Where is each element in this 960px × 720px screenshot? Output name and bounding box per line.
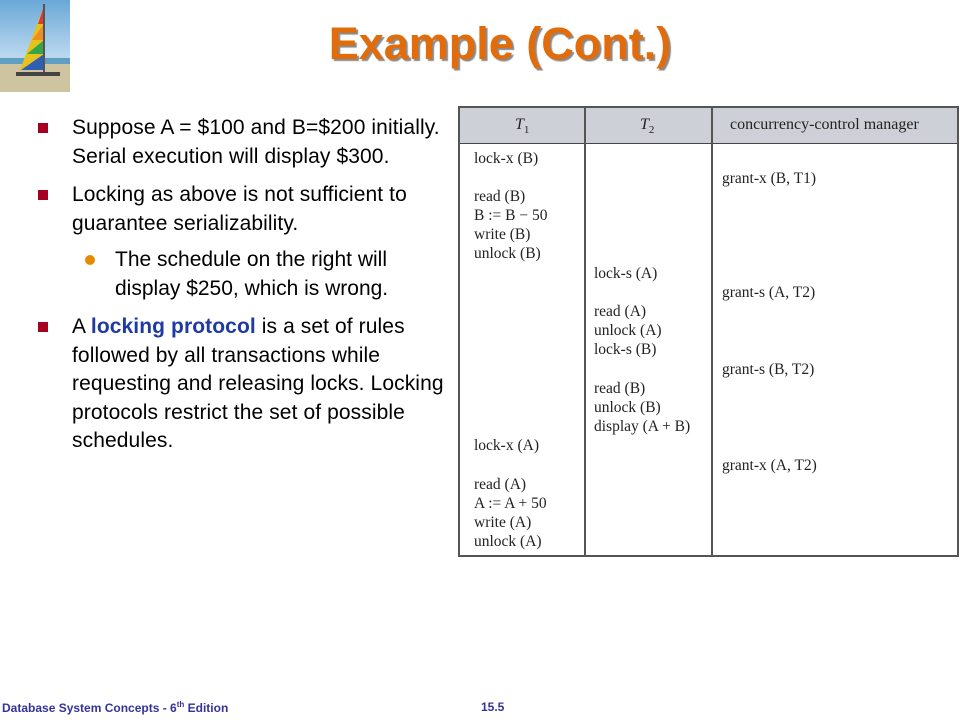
t2-op: lock-s (A) [594, 265, 658, 282]
t1-op: lock-x (A) [474, 437, 539, 454]
t1-op: unlock (A) [474, 533, 542, 550]
ccm-op: grant-x (B, T1) [722, 170, 816, 187]
t1-op: read (A) [474, 476, 527, 493]
square-bullet-icon [38, 190, 48, 200]
t2-op: display (A + B) [594, 418, 691, 435]
sub-bullet-item [85, 246, 458, 303]
bullet-text: Suppose A = $100 and B=$200 initially. Serial execution will display $300. [72, 116, 440, 168]
column-divider [584, 108, 586, 555]
keyword-locking-protocol: locking protocol [90, 315, 256, 338]
slide-title: Example (Cont.) [328, 18, 672, 69]
t1-op: unlock (B) [474, 245, 541, 262]
t1-op: B := B − 50 [474, 207, 548, 224]
t1-op: A := A + 50 [474, 495, 547, 512]
t1-op: lock-x (B) [474, 150, 539, 167]
footer-page-number: 15.5 [481, 700, 505, 714]
header-t2: $T_2$ [640, 116, 655, 137]
schedule-table [458, 106, 959, 557]
footer-book-title: Database System Concepts - 6th Edition [2, 700, 229, 715]
header-t1: $T_1$ [515, 116, 530, 137]
bullet-text-suffix: is a set of rules followed by all transactions while requesting and releasing locks. Locking protocols restrict the set of possible schedules. [72, 315, 444, 452]
bullet-text-prefix: A [72, 315, 91, 338]
bullet-list [38, 114, 458, 466]
round-bullet-icon [85, 255, 95, 265]
t1-op: read (B) [474, 188, 526, 205]
ccm-op: grant-s (B, T2) [722, 361, 815, 378]
ccm-op: grant-s (A, T2) [722, 284, 816, 301]
bullet-item [38, 114, 458, 171]
t2-op: unlock (B) [594, 399, 661, 416]
bullet-item [38, 181, 458, 238]
sub-bullet-text: The schedule on the right will display $250, which is wrong. [115, 248, 389, 300]
t2-op: read (A) [594, 303, 647, 320]
t1-op: write (B) [474, 226, 531, 243]
t1-op: write (A) [474, 514, 532, 531]
column-divider [711, 108, 713, 555]
square-bullet-icon [38, 322, 48, 332]
ccm-op: grant-x (A, T2) [722, 457, 817, 474]
bullet-text: Locking as above is not sufficient to guarantee serializability. [72, 183, 407, 235]
bullet-item [38, 313, 458, 456]
t2-op: unlock (A) [594, 322, 662, 339]
t2-op: read (B) [594, 380, 646, 397]
t2-op: lock-s (B) [594, 341, 657, 358]
header-ccm: concurrency-control manager [730, 116, 919, 133]
square-bullet-icon [38, 123, 48, 133]
